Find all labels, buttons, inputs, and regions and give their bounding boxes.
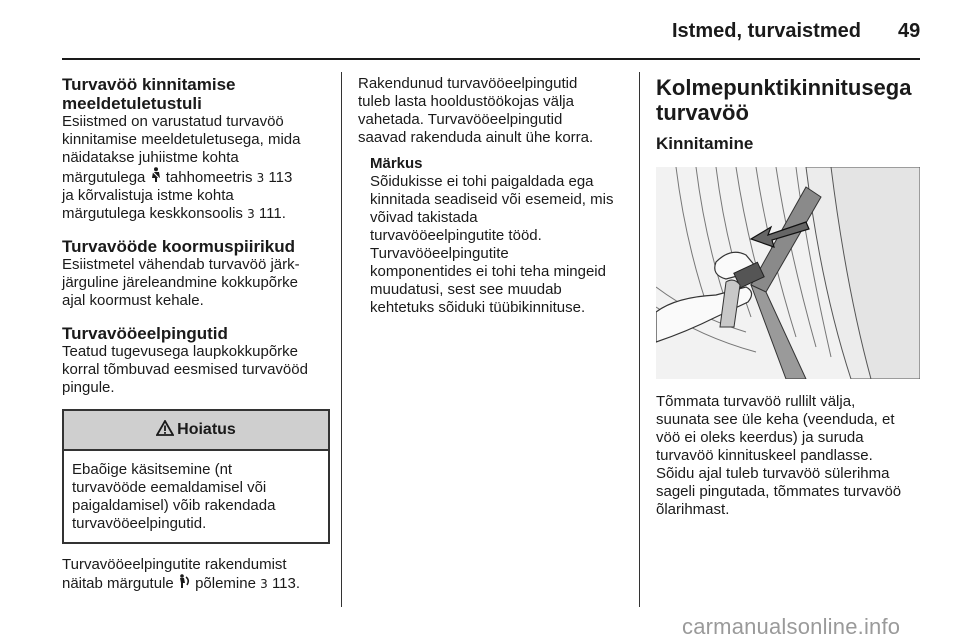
text-segment: .: [295, 575, 301, 592]
column-divider-1: [341, 72, 342, 607]
section-heading-load-limiters: Turvavööde koormuspiirikud: [62, 237, 296, 256]
page-reference-link[interactable]: 113: [271, 575, 296, 592]
section-heading-seatbelt-reminder: Turvavöö kinnitamise meeldetuletustuli: [62, 75, 236, 113]
page-reference-arrow-icon[interactable]: 3: [247, 207, 255, 221]
column-1: [62, 75, 330, 593]
column-divider-2: [639, 72, 640, 607]
seatbelt-reminder-icon: [150, 167, 162, 187]
pretensioner-icon: [178, 574, 191, 593]
text-segment: põlemine: [190, 575, 261, 592]
header-divider: [62, 58, 920, 60]
page-reference-arrow-icon[interactable]: 3: [256, 171, 265, 185]
paragraph-pretensioners: Teatud tugevusega laupkokkupõrke korral tõmbuvad eesmised turvavööd pingule.: [62, 343, 308, 396]
section-heading-three-point-belt: Kolmepunktikinnitusega turvavöö: [656, 75, 912, 125]
page-reference-link[interactable]: 111: [258, 205, 282, 222]
column-3: [656, 75, 920, 519]
footer-watermark[interactable]: carmanualsonline.info: [682, 614, 901, 639]
column-2: [358, 75, 626, 317]
note-title: Märkus: [370, 155, 423, 172]
text-segment: ja kõrvalistuja istme kohta märgutulega keskkonsoolis: [62, 187, 243, 222]
header-title: Istmed, turvaistmed: [672, 20, 861, 42]
warning-label: Hoiatus: [177, 421, 236, 438]
paragraph-pretensioner-indicator: [62, 556, 330, 593]
section-heading-pretensioners: Turvavööeelpingutid: [62, 324, 228, 343]
text-segment: .: [281, 205, 286, 222]
note-text: Sõidukisse ei tohi paigaldada ega kinnitada seadiseid või esemeid, mis võivad takistada turvavööeelpingutite tööd. Turvavööeelpingutite komponentides ei tohi teha mingeid muudatusi, sest see muudab kehtetuks sõiduki tüübikinnituse.: [370, 173, 614, 316]
warning-header: [64, 411, 328, 451]
paragraph-fastening-instructions: Tõmmata turvavöö rullilt välja, suunata see üle keha (veenduda, et vöö ei oleks keerdus) ja suruda turvavöö kinnituskeel pandlasse. Sõidu ajal tuleb turvavöö sülerihma sageli pingutada, tõmmates turvavöö õlarihmast.: [656, 393, 902, 518]
warning-triangle-icon: [156, 420, 174, 441]
warning-box: [62, 409, 330, 544]
subheading-fastening: Kinnitamine: [656, 134, 754, 153]
text-segment: Esiistmed on varustatud turvavöö kinnitamise meeldetuletusega, mida näidatakse juhiistme kohta märgutulega: [62, 113, 301, 186]
seatbelt-fastening-illustration: [656, 167, 920, 379]
warning-text: Ebaõige käsitsemine (nt turvavööde eemaldamisel või paigaldamisel) võib rakendada turvavööeelpingutid.: [72, 461, 276, 532]
text-segment: tahhomeetris: [161, 169, 257, 186]
page-reference-link[interactable]: 113: [268, 169, 293, 186]
text-segment: Turvavööeelpingutite rakendumist näitab märgutule: [62, 556, 287, 592]
paragraph-seatbelt-reminder: [62, 113, 330, 223]
note-block: [358, 155, 626, 317]
paragraph-load-limiters: Esiistmetel vähendab turvavöö järk- järguline järeleandmine kokkupõrke ajal koormust kehale.: [62, 256, 300, 309]
page-reference-arrow-icon[interactable]: 3: [260, 577, 268, 591]
page-number: 49: [898, 20, 921, 42]
paragraph-replacement: Rakendunud turvavööeelpingutid tuleb lasta hooldustöökojas välja vahetada. Turvavööeelpingutid saavad rakenduda ainult ühe korra.: [358, 75, 594, 146]
